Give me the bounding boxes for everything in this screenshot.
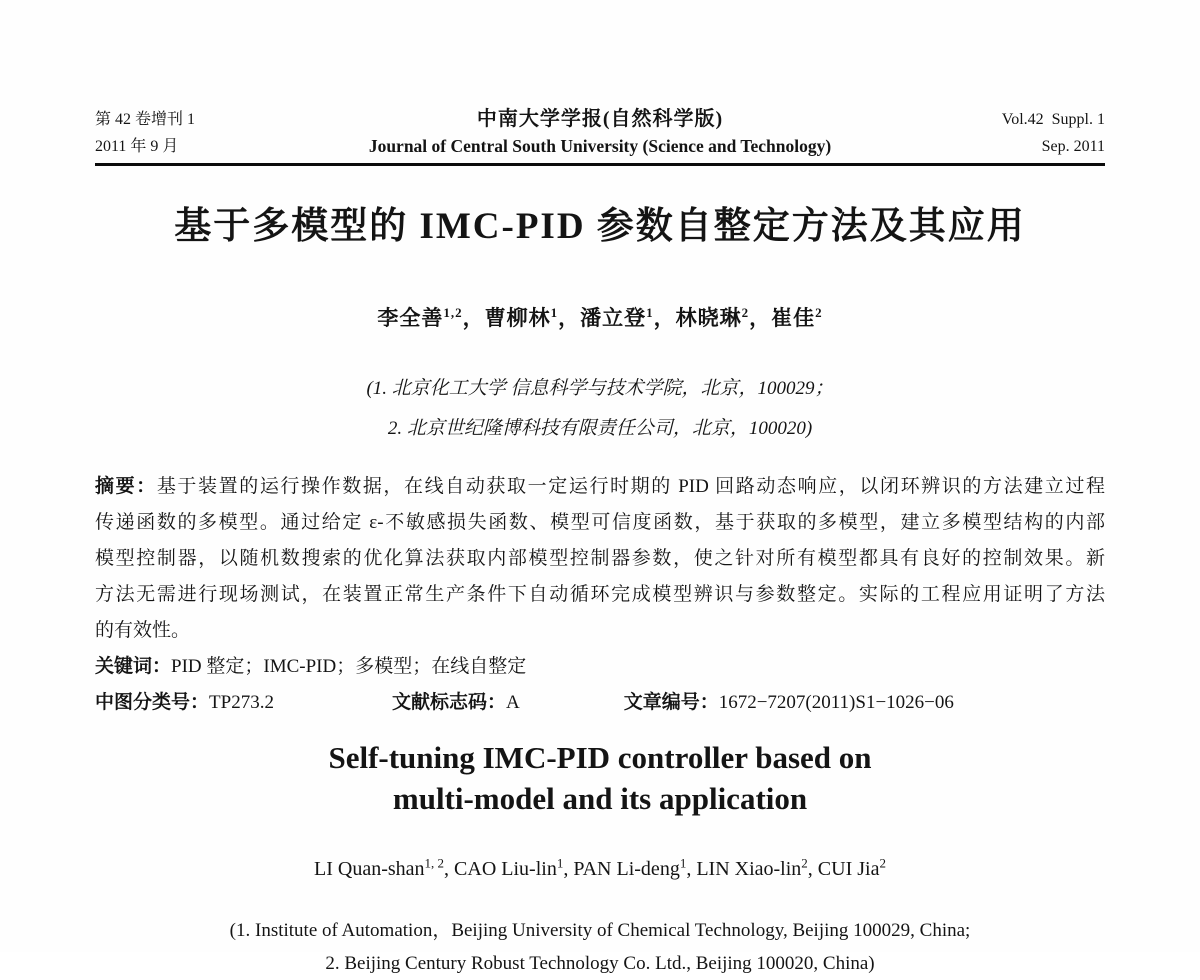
affiliations-cn xyxy=(95,369,1105,449)
article-id-value: 1672−7207(2011)S1−1026−06 xyxy=(718,692,954,713)
article-title-en xyxy=(95,737,1105,819)
issue-date-cn: 2011 年 9 月 xyxy=(95,138,179,155)
affiliation-cn-1: (1. 北京化工大学 信息科学与技术学院，北京，100029； xyxy=(366,378,834,399)
article-id xyxy=(624,685,954,721)
classification-row xyxy=(95,685,1105,721)
author-affil-sup: 1, 2 xyxy=(424,855,445,870)
volume-issue-cn: 第 42 卷增刊 1 xyxy=(95,111,196,128)
affiliations-en xyxy=(95,914,1105,980)
keywords-value: PID 整定；IMC-PID；多模型；在线自整定 xyxy=(171,656,527,677)
author-en: CUI Jia$^2$ xyxy=(817,855,886,880)
author-en: LIN Xiao-lin$^2$, xyxy=(696,855,818,880)
author-en: PAN Li-deng$^1$, xyxy=(573,855,697,880)
clc-value: TP273.2 xyxy=(209,692,274,713)
author-cn: 李全善$^{1,2}$， xyxy=(377,305,485,330)
keywords-label: 关键词： xyxy=(95,656,172,677)
header-center xyxy=(295,106,905,160)
article-title-en-line1: Self-tuning IMC-PID controller based on xyxy=(328,740,872,775)
author-affil-sup: 1 xyxy=(679,855,687,870)
affiliation-cn-2: 2. 北京世纪隆博科技有限责任公司，北京，100020) xyxy=(387,418,813,439)
journal-name-cn: 中南大学学报(自然科学版) xyxy=(476,108,724,130)
page-content xyxy=(95,0,1105,980)
document-code-value: A xyxy=(505,692,520,713)
author-cn: 林晓琳$^2$， xyxy=(675,305,772,330)
author-affil-sup: 2 xyxy=(879,855,886,870)
article-title-cn: 基于多模型的 IMC-PID 参数自整定方法及其应用 xyxy=(174,206,1026,247)
affiliation-en-2: 2. Beijing Century Robust Technology Co. Ltd., Beijing 100020, China) xyxy=(325,952,875,974)
header-rule xyxy=(95,163,1105,166)
author-affil-sup: 1 xyxy=(550,305,559,320)
author-affil-sup: 1 xyxy=(556,855,564,870)
author-affil-sup: 1,2 xyxy=(443,305,463,320)
clc-number xyxy=(95,685,274,721)
author-en: LI Quan-shan$^{1, 2}$, xyxy=(314,855,455,880)
abstract-line: 的有效性。 xyxy=(95,620,191,641)
abstract-label: 摘要： xyxy=(95,476,157,497)
journal-name-en: Journal of Central South University (Science and Technology) xyxy=(368,136,832,156)
author-en: CAO Liu-lin$^1$, xyxy=(454,855,574,880)
abstract-line: 摘要：基于装置的运行操作数据，在线自动获取一定运行时期的 PID 回路动态响应，以闭环辨识的方法建立过程 xyxy=(95,476,1105,497)
author-cn: 曹柳林$^1$， xyxy=(484,305,581,330)
clc-label: 中图分类号： xyxy=(95,692,210,713)
abstract xyxy=(95,469,1105,649)
volume-issue-en: Vol.42 Suppl. 1 xyxy=(1001,111,1105,128)
article-title-en-line2: multi-model and its application xyxy=(392,781,808,816)
journal-header xyxy=(95,0,1105,160)
author-affil-sup: 1 xyxy=(646,305,654,320)
authors-en xyxy=(95,848,1105,884)
authors-cn xyxy=(95,298,1105,333)
document-code xyxy=(392,685,520,721)
issue-date-en: Sep. 2011 xyxy=(1041,138,1105,155)
author-cn: 崔佳$^2$ xyxy=(771,305,823,330)
header-right xyxy=(905,106,1105,160)
author-affil-sup: 2 xyxy=(801,855,808,870)
abstract-line: 模型控制器，以随机数搜索的优化算法获取内部模型控制器参数，使之针对所有模型都具有良好的控制效果。新 xyxy=(95,548,1105,569)
affiliation-en-1: (1. Institute of Automation，Beijing University of Chemical Technology, Beijing 100029, China; xyxy=(229,919,971,941)
author-cn: 潘立登$^1$， xyxy=(580,305,676,330)
abstract-line: 传递函数的多模型。通过给定 ε-不敏感损失函数、模型可信度函数，基于获取的多模型，建立多模型结构的内部 xyxy=(95,512,1105,533)
abstract-line: 方法无需进行现场测试，在装置正常生产条件下自动循环完成模型辨识与参数整定。实际的工程应用证明了方法 xyxy=(95,584,1105,605)
article-id-label: 文章编号： xyxy=(623,692,719,713)
header-left xyxy=(95,106,295,160)
document-code-label: 文献标志码： xyxy=(391,692,506,713)
author-affil-sup: 2 xyxy=(741,305,750,320)
keywords-row xyxy=(95,649,1105,685)
author-affil-sup: 2 xyxy=(815,305,823,320)
